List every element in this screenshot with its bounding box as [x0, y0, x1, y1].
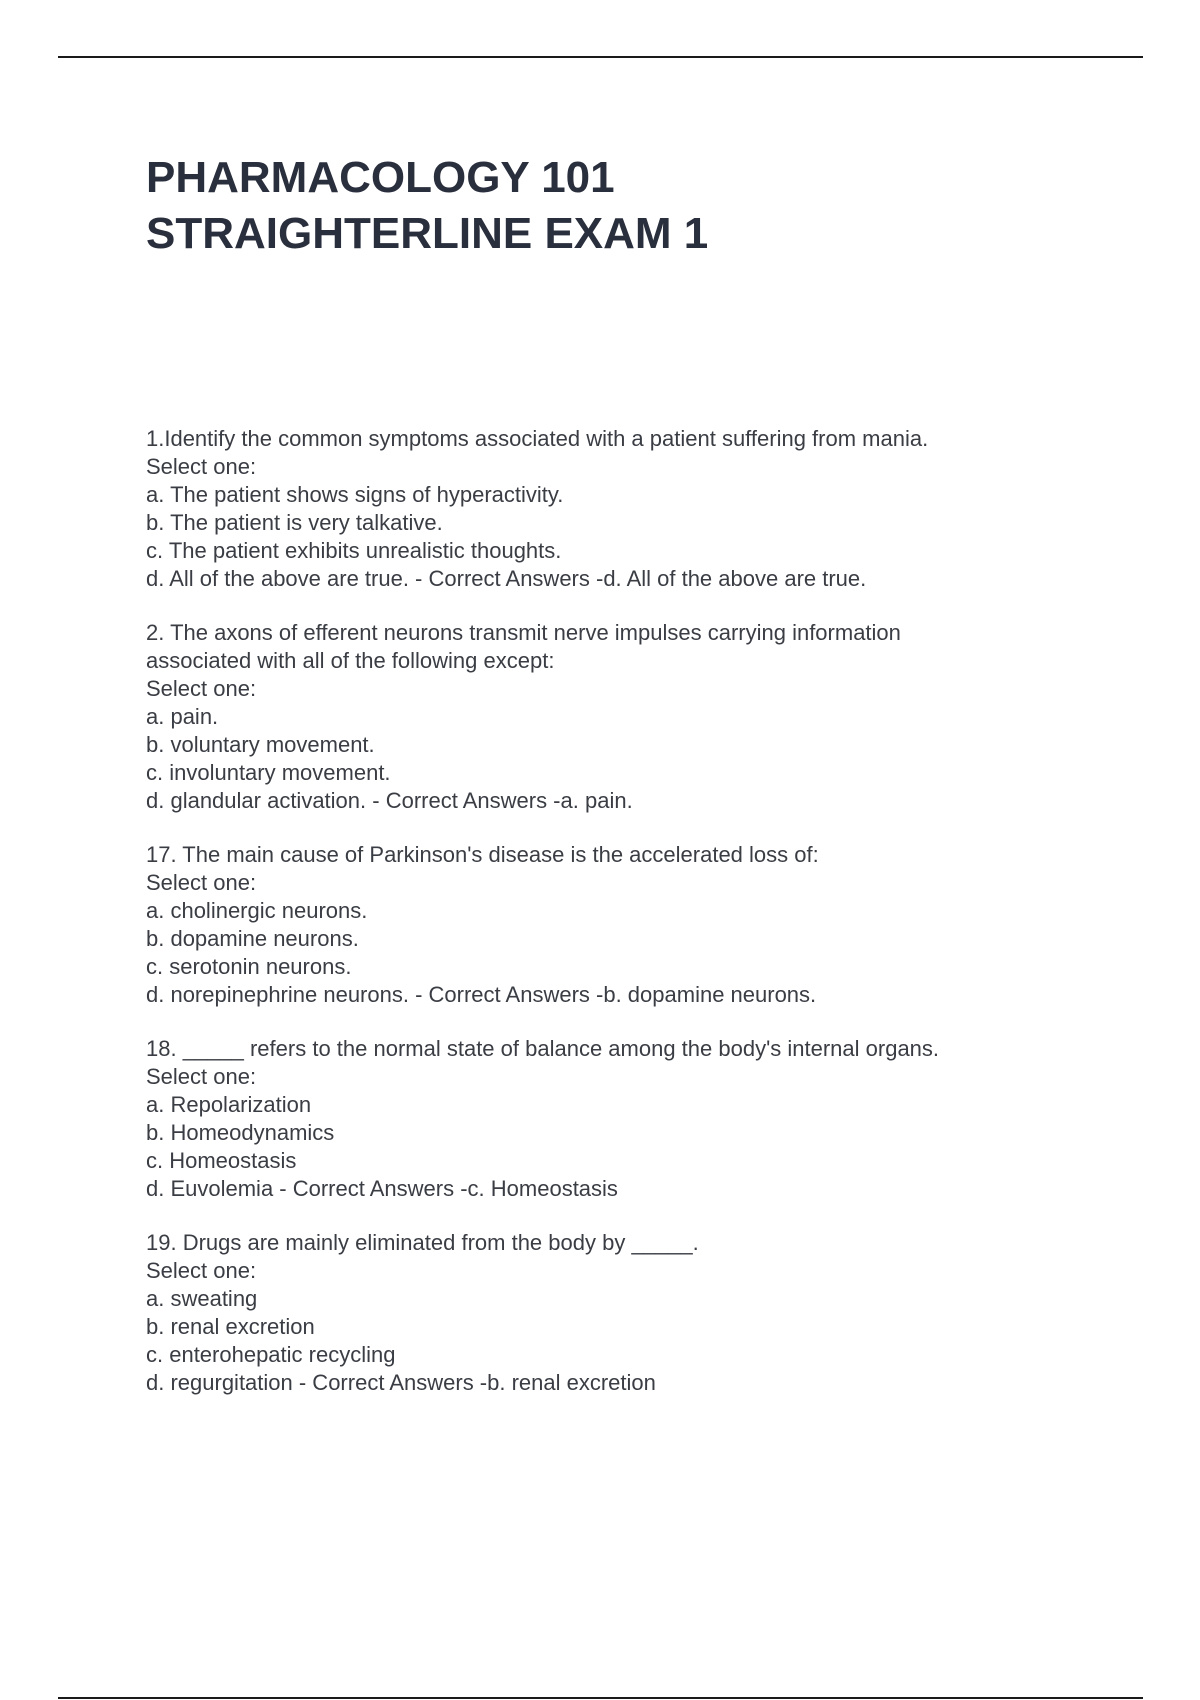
option-b: b. Homeodynamics: [146, 1120, 335, 1145]
question-2: [146, 619, 1146, 815]
option-a: a. sweating: [146, 1286, 258, 1311]
question-17: [146, 841, 1146, 1009]
question-1: [146, 425, 1146, 593]
document-title: [146, 150, 1106, 262]
option-d-with-answer: d. norepinephrine neurons. - Correct Answers -b. dopamine neurons.: [146, 982, 817, 1007]
title-line-1: PHARMACOLOGY 101: [146, 153, 615, 202]
option-d-with-answer: d. Euvolemia - Correct Answers -c. Homeostasis: [146, 1176, 618, 1201]
option-b: b. voluntary movement.: [146, 732, 375, 757]
question-19: [146, 1229, 1146, 1397]
question-18: [146, 1035, 1146, 1203]
option-c: c. serotonin neurons.: [146, 954, 352, 979]
option-c: c. The patient exhibits unrealistic thoughts.: [146, 538, 562, 563]
option-c: c. enterohepatic recycling: [146, 1342, 396, 1367]
option-a: a. pain.: [146, 704, 219, 729]
question-text: 19. Drugs are mainly eliminated from the body by _____.: [146, 1230, 699, 1255]
question-text: 18. _____ refers to the normal state of balance among the body's internal organs.: [146, 1036, 940, 1061]
option-b: b. renal excretion: [146, 1314, 315, 1339]
select-prompt: Select one:: [146, 676, 257, 701]
bottom-rule: [58, 1697, 1143, 1699]
option-c: c. involuntary movement.: [146, 760, 391, 785]
question-text: 2. The axons of efferent neurons transmit nerve impulses carrying information: [146, 620, 901, 645]
top-rule: [58, 56, 1143, 58]
option-d-with-answer: d. regurgitation - Correct Answers -b. renal excretion: [146, 1370, 656, 1395]
question-text-continued: associated with all of the following except:: [146, 648, 555, 673]
select-prompt: Select one:: [146, 454, 257, 479]
select-prompt: Select one:: [146, 870, 257, 895]
select-prompt: Select one:: [146, 1258, 257, 1283]
question-text: 1.Identify the common symptoms associated with a patient suffering from mania.: [146, 426, 929, 451]
select-prompt: Select one:: [146, 1064, 257, 1089]
option-d-with-answer: d. All of the above are true. - Correct Answers -d. All of the above are true.: [146, 566, 867, 591]
option-a: a. cholinergic neurons.: [146, 898, 368, 923]
option-b: b. dopamine neurons.: [146, 926, 359, 951]
option-d-with-answer: d. glandular activation. - Correct Answers -a. pain.: [146, 788, 633, 813]
option-a: a. The patient shows signs of hyperactivity.: [146, 482, 564, 507]
option-c: c. Homeostasis: [146, 1148, 297, 1173]
option-b: b. The patient is very talkative.: [146, 510, 443, 535]
option-a: a. Repolarization: [146, 1092, 312, 1117]
question-list: [146, 425, 1146, 1423]
question-text: 17. The main cause of Parkinson's disease is the accelerated loss of:: [146, 842, 819, 867]
title-line-2: STRAIGHTERLINE EXAM 1: [146, 209, 709, 258]
